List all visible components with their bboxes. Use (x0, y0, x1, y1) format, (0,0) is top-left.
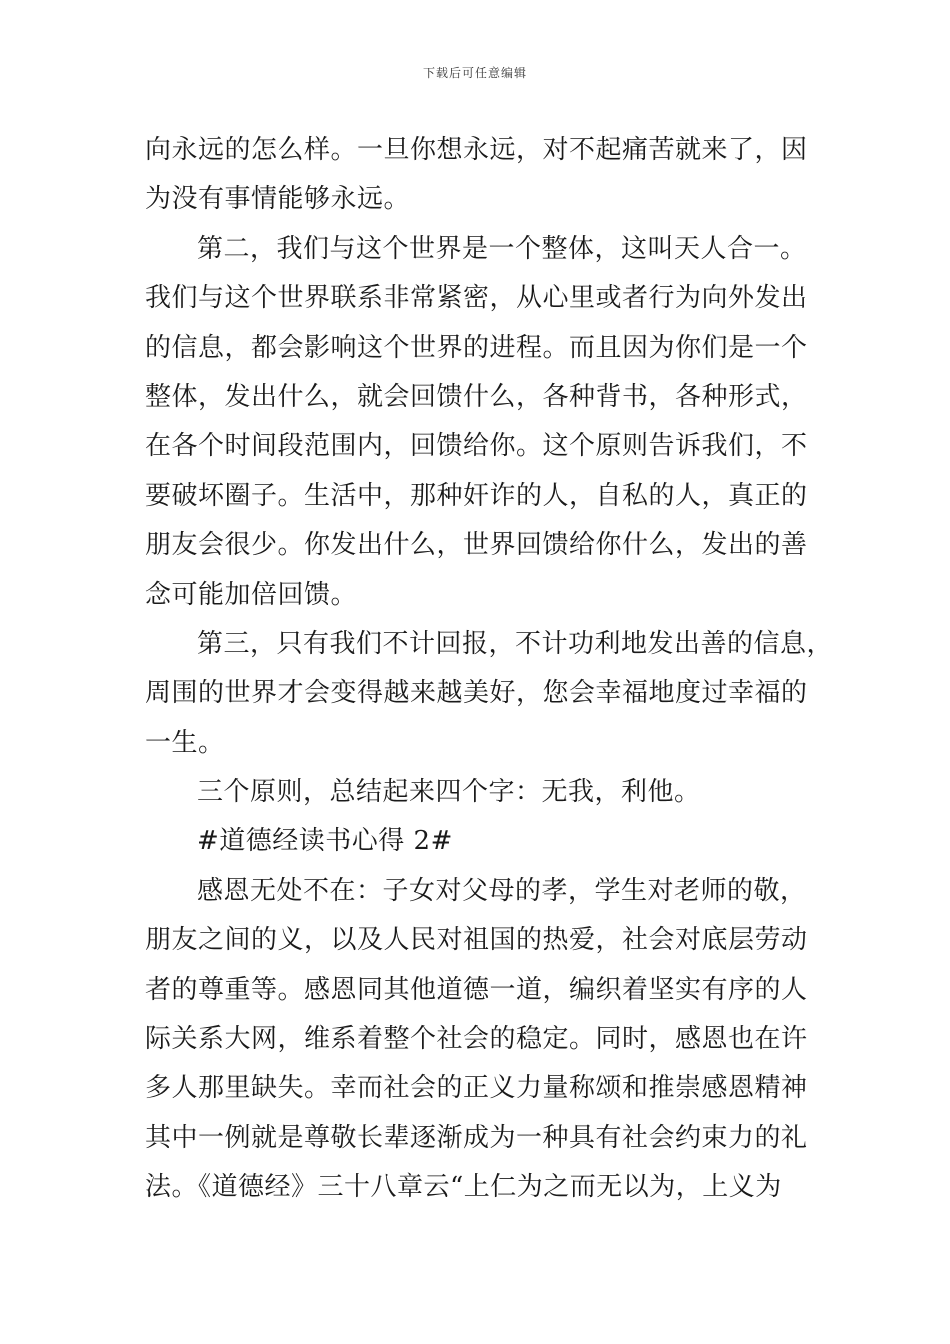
text-line: 向永远的怎么样。一旦你想永远，对不起痛苦就来了，因 (145, 135, 808, 165)
text-line: 朋友会很少。你发出什么，世界回馈给你什么，发出的善 (145, 530, 808, 561)
text-line: 要破坏圈子。生活中，那种奸诈的人，自私的人，真正的 (145, 480, 808, 511)
text-line: 朋友之间的义，以及人民对祖国的热爱，社会对底层劳动 (145, 925, 808, 956)
text-line: 感恩无处不在：子女对父母的孝，学生对老师的敬， (197, 875, 807, 906)
text-line: 整体，发出什么，就会回馈什么，各种背书，各种形式， (145, 381, 808, 412)
text-line: 三个原则，总结起来四个字：无我，利他。 (197, 777, 701, 808)
text-line: 一生。 (145, 727, 225, 758)
page-header: 下载后可任意编辑 (422, 66, 527, 80)
text-line: 其中一例就是尊敬长辈逐渐成为一种具有社会约束力的礼 (145, 1122, 808, 1153)
text-line: 为没有事情能够永远。 (145, 184, 411, 215)
text-line: 法。《道德经》三十八章云“上仁为之而无以为，上义为 (145, 1172, 782, 1203)
text-line: 念可能加倍回馈。 (145, 579, 358, 610)
text-line: 第三，只有我们不计回报，不计功利地发出善的信息， (197, 628, 834, 659)
text-line: #道德经读书心得 2# (197, 826, 453, 857)
text-line: 第二，我们与这个世界是一个整体，这叫天人合一。 (197, 233, 807, 264)
text-line: 际关系大网，维系着整个社会的稳定。同时，感恩也在许 (145, 1024, 808, 1055)
document-body (145, 126, 834, 1213)
text-line: 者的尊重等。感恩同其他道德一道，编织着坚实有序的人 (145, 974, 808, 1005)
text-line: 我们与这个世界联系非常紧密，从心里或者行为向外发出 (145, 283, 808, 314)
text-line: 周围的世界才会变得越来越美好，您会幸福地度过幸福的 (145, 678, 808, 709)
text-line: 的信息，都会影响这个世界的进程。而且因为你们是一个 (145, 332, 808, 363)
text-line: 多人那里缺失。幸而社会的正义力量称颂和推崇感恩精神 (145, 1073, 808, 1104)
text-line: 在各个时间段范围内，回馈给你。这个原则告诉我们，不 (145, 431, 808, 462)
